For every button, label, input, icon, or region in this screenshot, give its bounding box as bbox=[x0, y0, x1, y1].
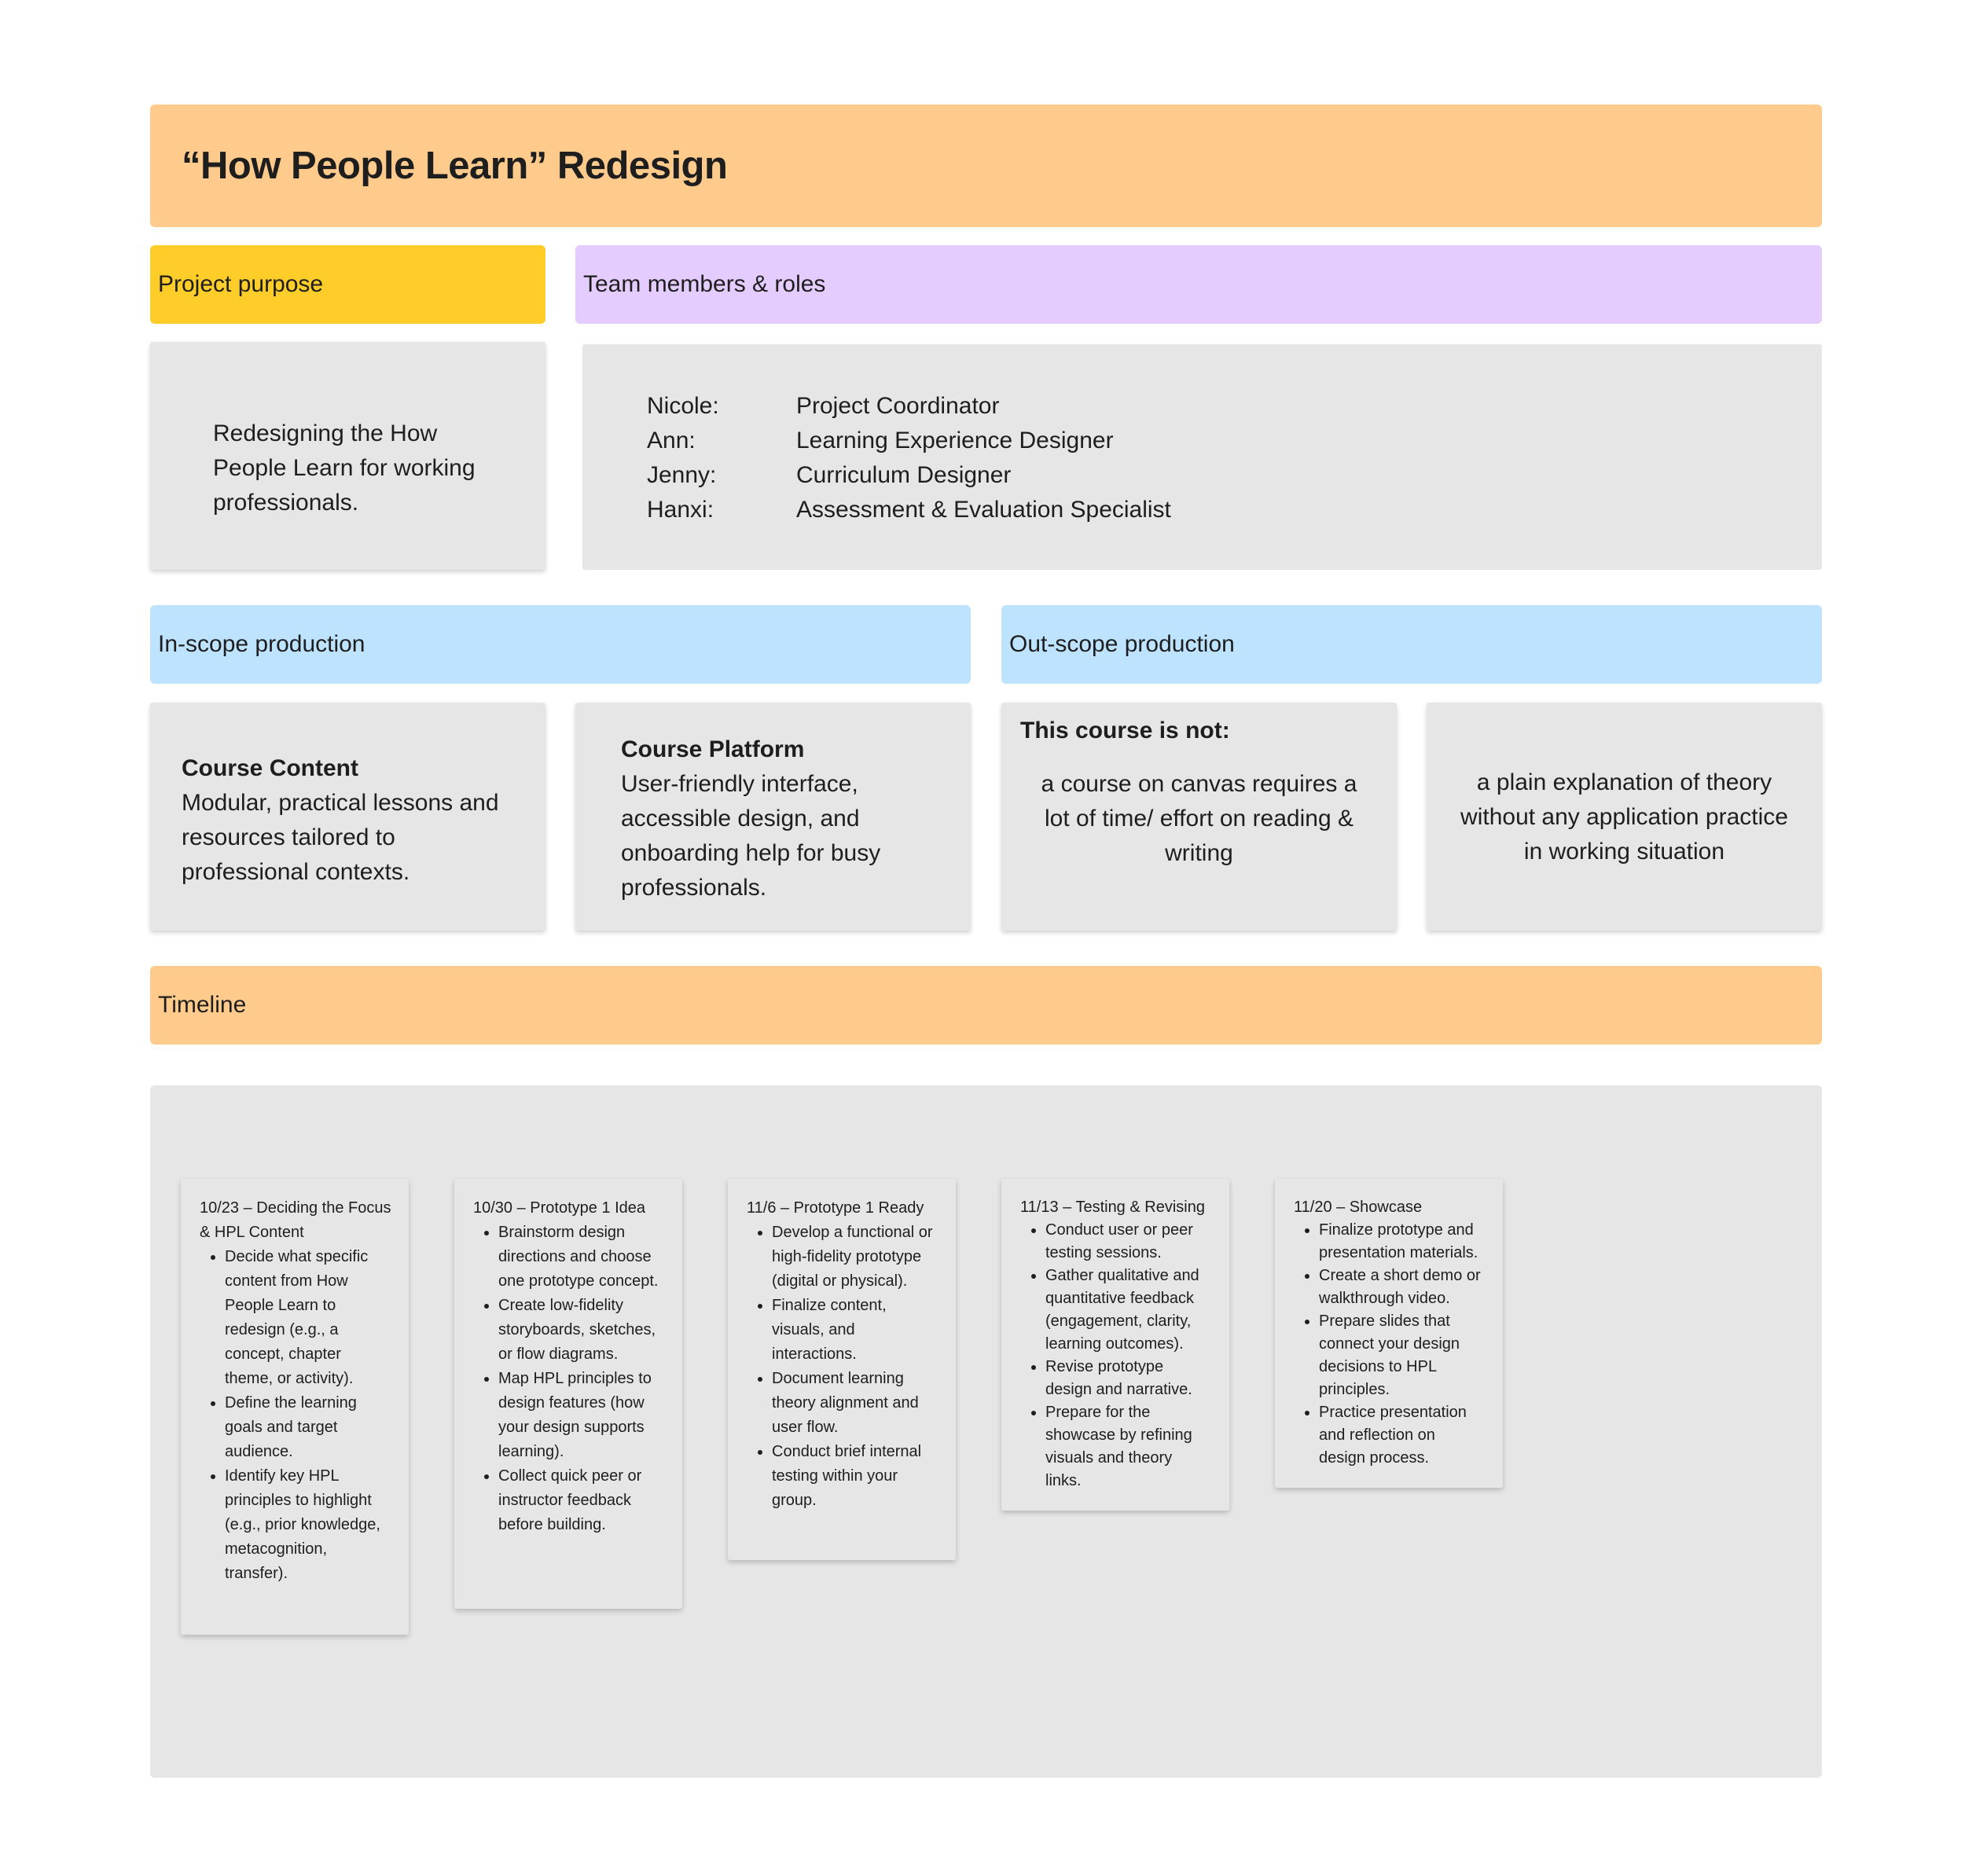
list-item: • Gather qualitative and quantitative feedback (engagement, clarity, learning outcomes). bbox=[1045, 1265, 1212, 1356]
out-scope-card-title: This course is not: bbox=[1020, 718, 1230, 743]
project-purpose-header bbox=[150, 245, 545, 324]
timeline-card-list bbox=[200, 1245, 391, 1586]
list-item: • Brainstorm design directions and choose one prototype concept. bbox=[498, 1221, 665, 1294]
timeline-header bbox=[150, 966, 1822, 1044]
timeline-card-title: 10/23 – Deciding the Focus & HPL Content bbox=[200, 1199, 391, 1241]
team-card[interactable] bbox=[582, 344, 1822, 570]
team-member-name: Ann: bbox=[647, 428, 696, 453]
list-item: • Identify key HPL principles to highlight (e.g., prior knowledge, metacognition, transfer). bbox=[225, 1464, 391, 1586]
timeline-card[interactable] bbox=[454, 1179, 682, 1609]
list-item: • Revise prototype design and narrative. bbox=[1045, 1356, 1212, 1401]
timeline-card-title: 10/30 – Prototype 1 Idea bbox=[473, 1199, 646, 1217]
out-scope-header-label: Out-scope production bbox=[1009, 631, 1235, 657]
list-item: • Finalize prototype and presentation materials. bbox=[1319, 1219, 1486, 1265]
timeline-card-list bbox=[1294, 1219, 1486, 1470]
team-member-role: Project Coordinator bbox=[796, 393, 1000, 419]
timeline-card-list bbox=[1020, 1219, 1212, 1492]
list-item: • Conduct user or peer testing sessions. bbox=[1045, 1219, 1212, 1265]
list-item: • Conduct brief internal testing within your group. bbox=[772, 1440, 938, 1513]
in-scope-card-text: User-friendly interface, accessible design, and onboarding help for busy professionals. bbox=[621, 771, 881, 901]
in-scope-card-platform[interactable] bbox=[575, 703, 971, 931]
page-title: “How People Learn” Redesign bbox=[182, 145, 728, 187]
team-list bbox=[647, 389, 1822, 527]
title-banner bbox=[150, 105, 1822, 227]
in-scope-card-text: Modular, practical lessons and resources tailored to professional contexts. bbox=[182, 790, 499, 885]
list-item: • Document learning theory alignment and user flow. bbox=[772, 1367, 938, 1440]
in-scope-card-title: Course Platform bbox=[621, 736, 805, 762]
team-member-name: Nicole: bbox=[647, 393, 719, 419]
list-item: • Create a short demo or walkthrough video. bbox=[1319, 1265, 1486, 1310]
team-member-role: Assessment & Evaluation Specialist bbox=[796, 497, 1171, 523]
list-item: • Decide what specific content from How People Learn to redesign (e.g., a concept, chapter theme, or activity). bbox=[225, 1245, 391, 1391]
team-header-label: Team members & roles bbox=[583, 271, 826, 297]
timeline-card[interactable] bbox=[1275, 1179, 1503, 1488]
timeline-card-title: 11/6 – Prototype 1 Ready bbox=[747, 1199, 924, 1217]
list-item: • Create low-fidelity storyboards, sketches, or flow diagrams. bbox=[498, 1294, 665, 1367]
out-scope-card-not[interactable] bbox=[1001, 703, 1397, 931]
timeline-card-title: 11/20 – Showcase bbox=[1294, 1199, 1423, 1216]
project-purpose-header-label: Project purpose bbox=[158, 271, 324, 297]
timeline-card[interactable] bbox=[1001, 1179, 1229, 1511]
in-scope-header bbox=[150, 605, 971, 684]
in-scope-header-label: In-scope production bbox=[158, 631, 365, 657]
list-item: • Develop a functional or high-fidelity prototype (digital or physical). bbox=[772, 1221, 938, 1294]
in-scope-card-title: Course Content bbox=[182, 755, 358, 781]
team-member-role: Curriculum Designer bbox=[796, 462, 1012, 488]
list-item: • Map HPL principles to design features (how your design supports learning). bbox=[498, 1367, 665, 1464]
list-item: • Prepare for the showcase by refining visuals and theory links. bbox=[1045, 1401, 1212, 1492]
timeline-header-label: Timeline bbox=[158, 992, 247, 1018]
timeline-card-list bbox=[747, 1221, 938, 1513]
out-scope-card-text: a plain explanation of theory without any application practice in working situation bbox=[1460, 769, 1788, 865]
list-item: • Collect quick peer or instructor feedback before building. bbox=[498, 1464, 665, 1537]
timeline-card-title: 11/13 – Testing & Revising bbox=[1020, 1199, 1205, 1216]
out-scope-card-theory[interactable] bbox=[1427, 703, 1822, 931]
timeline-card-list bbox=[473, 1221, 665, 1537]
project-purpose-card[interactable] bbox=[150, 342, 545, 570]
timeline-card[interactable] bbox=[181, 1179, 409, 1635]
list-item: • Finalize content, visuals, and interactions. bbox=[772, 1294, 938, 1367]
out-scope-card-text: a course on canvas requires a lot of time/ effort on reading & writing bbox=[1041, 771, 1357, 866]
in-scope-card-content[interactable] bbox=[150, 703, 545, 931]
team-member-role: Learning Experience Designer bbox=[796, 428, 1114, 453]
list-item: • Define the learning goals and target audience. bbox=[225, 1391, 391, 1464]
out-scope-header bbox=[1001, 605, 1822, 684]
team-member-name: Hanxi: bbox=[647, 497, 714, 523]
team-header bbox=[575, 245, 1822, 324]
project-purpose-text: Redesigning the How People Learn for working professionals. bbox=[213, 420, 476, 516]
team-member-name: Jenny: bbox=[647, 462, 717, 488]
list-item: • Prepare slides that connect your design decisions to HPL principles. bbox=[1319, 1310, 1486, 1401]
timeline-card[interactable] bbox=[728, 1179, 956, 1560]
list-item: • Practice presentation and reflection on design process. bbox=[1319, 1401, 1486, 1470]
